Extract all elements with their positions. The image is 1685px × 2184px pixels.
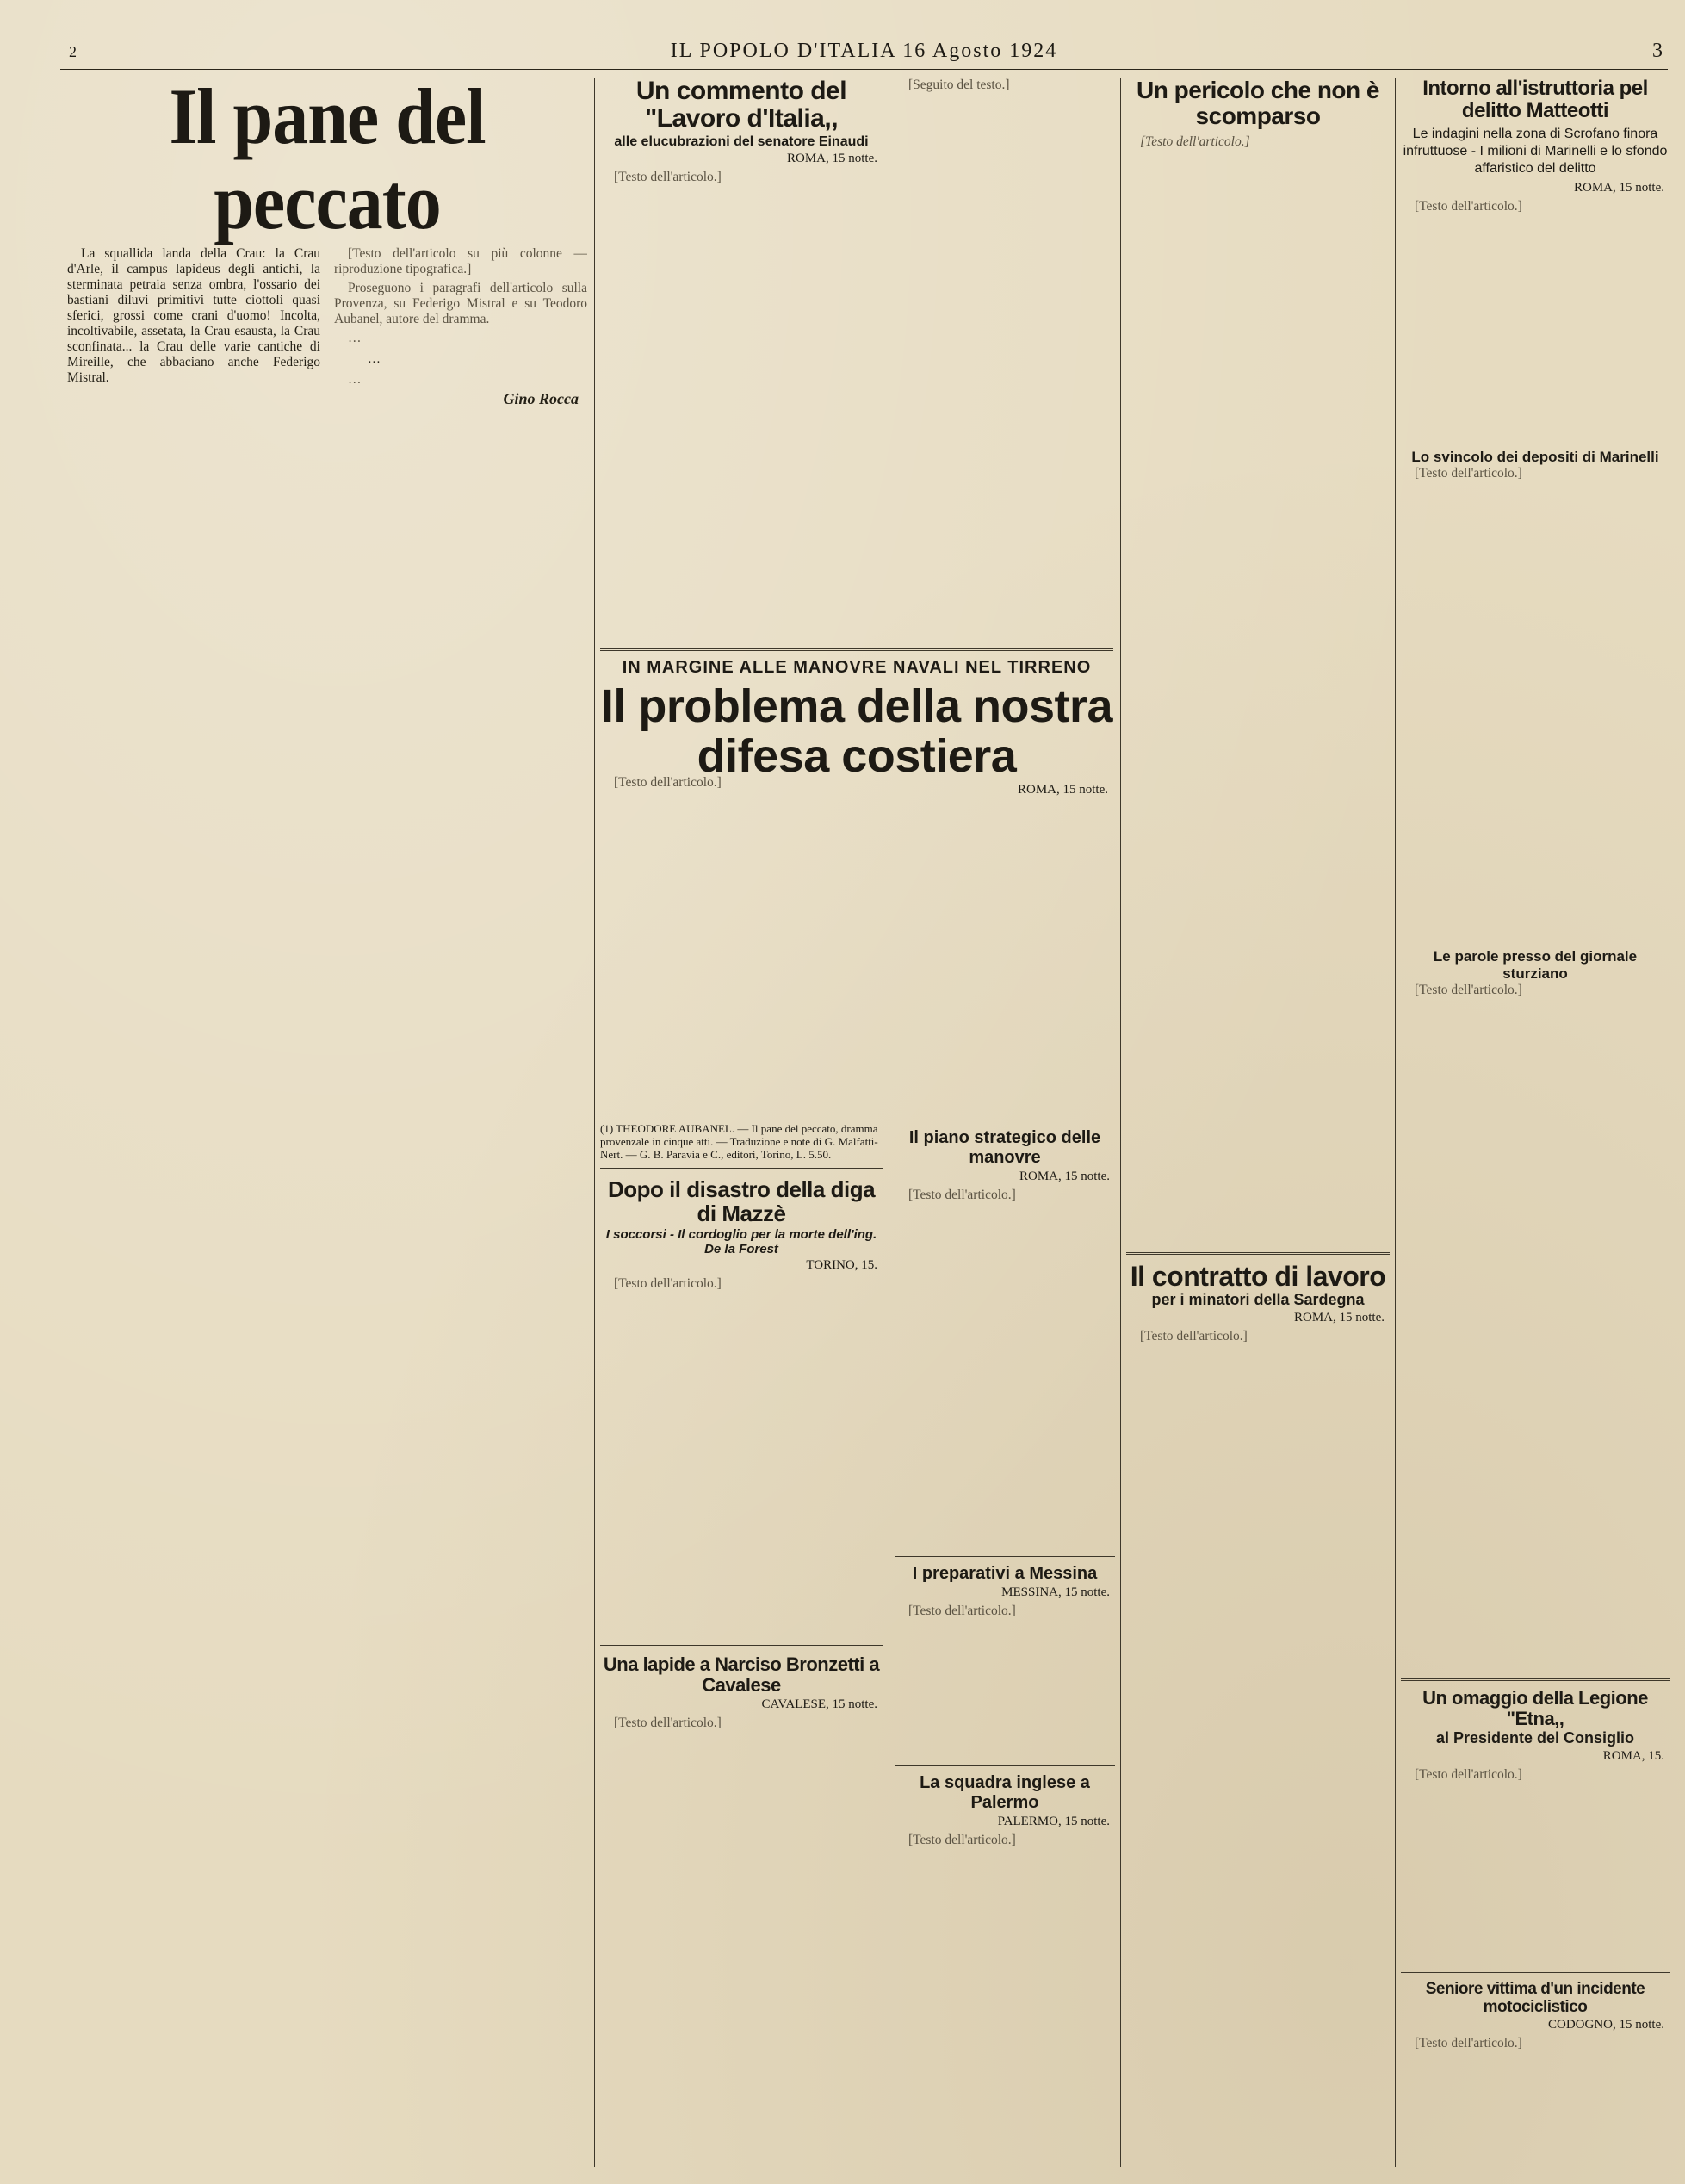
omaggio-headline: Un omaggio della Legione "Etna,, — [1422, 1687, 1648, 1729]
omaggio-dateline: ROMA, 15. — [1602, 1749, 1664, 1763]
center-body: [Testo dell'articolo.] — [614, 775, 722, 790]
column-rule — [1395, 78, 1396, 2167]
column-6 — [1401, 78, 1670, 2167]
feature-article — [67, 78, 587, 2167]
column-5 — [1126, 78, 1390, 2167]
lavoro-headline: Un commento del "Lavoro d'Italia,, — [635, 78, 847, 133]
feature-body: La squallida landa della Crau: la Crau d'Arle, il campus lapideus degli antichi, la sterminata petraia senza ombra, l'ossario dei bastiani diluvi primitivi tutte ciottoli quasi sferici, grossi come crani d'uomo! Incolta, incoltivabile, assetata, la Crau esausta, la Crau sconfinata... la Crau delle varie cantiche di Mireille, che abbaciano anche Federigo Mistral. [Testo dell'articolo su più colonne — riproduzione tipografica.] Proseguono i paragrafi dell'articolo sulla Provenza, su Federigo Mistral e su Teodoro Aubanel, autore del dramma. … … … Gino Rocca — [67, 246, 587, 407]
pericolo-body: [Testo dell'articolo.] — [1140, 134, 1250, 149]
matteotti-dateline: ROMA, 15 notte. — [1574, 181, 1664, 195]
lapide-headline: Una lapide a Narciso Bronzetti a Cavalese — [603, 1654, 880, 1696]
column-4-continuation: [Seguito del testo.] — [908, 78, 1010, 92]
diga-subheadline: I soccorsi - Il cordoglio per la morte dell'ing. De la Forest — [605, 1227, 877, 1256]
feature-lead-paragraph: La squallida landa della Crau: la Crau d'Arle, il campus lapideus degli antichi, la sterminata petraia senza ombra, l'ossario dei bastiani diluvi primitivi tutte ciottoli quasi sferici, grossi come crani d'uomo! Incolta, incoltivabile, assetata, la Crau esausta, la Crau sconfinata... la Crau delle varie cantiche di Mireille, che abbaciano anche Federigo Mistral. — [67, 246, 320, 385]
squadra-body: [Testo dell'articolo.] — [908, 1833, 1016, 1847]
diga-headline: Dopo il disastro della diga di Mazzè — [607, 1176, 876, 1226]
contratto-dateline: ROMA, 15 notte. — [1294, 1311, 1385, 1325]
lapide-dateline: CAVALESE, 15 notte. — [761, 1697, 877, 1711]
seniore-dateline: CODOGNO, 15 notte. — [1548, 2018, 1664, 2032]
lavoro-dateline: ROMA, 15 notte. — [787, 152, 877, 165]
svincolo-headline: Lo svincolo dei depositi di Marinelli — [1411, 449, 1659, 465]
column-rule — [594, 78, 595, 2167]
piano-headline: Il piano strategico delle manovre — [908, 1128, 1101, 1167]
seniore-headline: Seniore vittima d'un incidente motociclistico — [1425, 1980, 1645, 2016]
squadra-headline: La squadra inglese a Palermo — [920, 1773, 1090, 1812]
seniore-body: [Testo dell'articolo.] — [1415, 2036, 1522, 2051]
column-rule — [1120, 78, 1121, 2167]
page-number: 3 — [1652, 40, 1663, 62]
feature-footnote: (1) THEODORE AUBANEL. — Il pane del peccato, dramma provenzale in cinque atti. — Traduzione e note di G. Malfatti-Nert. — G. B. Paravia e C., editori, Torino, L. 5.50. — [600, 1122, 878, 1161]
lavoro-body: [Testo dell'articolo.] — [614, 170, 722, 184]
matteotti-body: [Testo dell'articolo.] — [1415, 199, 1522, 214]
masthead-title: IL POPOLO D'ITALIA 16 Agosto 1924 — [670, 40, 1058, 62]
piano-dateline: ROMA, 15 notte. — [1019, 1170, 1110, 1183]
contratto-subheadline: per i minatori della Sardegna — [1151, 1291, 1365, 1308]
lavoro-subheadline: alle elucubrazioni del senatore Einaudi — [614, 134, 869, 149]
lapide-body: [Testo dell'articolo.] — [614, 1716, 722, 1730]
matteotti-headline: Intorno all'istruttoria pel delitto Matteotti — [1422, 78, 1648, 122]
preparativi-dateline: MESSINA, 15 notte. — [1001, 1585, 1110, 1599]
center-headline: Il problema della nostra difesa costiera — [600, 680, 1113, 782]
masthead-ref: 2 — [69, 43, 77, 60]
pericolo-headline: Un pericolo che non è scomparso — [1137, 78, 1379, 129]
column-4-lower — [895, 1128, 1115, 2167]
diga-dateline: TORINO, 15. — [806, 1258, 877, 1272]
feature-headline: Il pane del peccato — [169, 78, 486, 247]
preparativi-body: [Testo dell'articolo.] — [908, 1604, 1016, 1618]
verse-block: … — [369, 352, 381, 366]
piano-body: [Testo dell'articolo.] — [908, 1188, 1016, 1202]
matteotti-subheadline: Le indagini nella zona di Scrofano finora infruttuose - I milioni di Marinelli e lo sfondo affaristico del delitto — [1403, 127, 1668, 176]
contratto-headline: Il contratto di lavoro — [1130, 1261, 1386, 1292]
diga-body: [Testo dell'articolo.] — [614, 1276, 722, 1291]
squadra-dateline: PALERMO, 15 notte. — [997, 1815, 1110, 1828]
parole-headline: Le parole presso del giornale sturziano — [1433, 948, 1638, 982]
center-kicker: IN MARGINE ALLE MANOVRE NAVALI NEL TIRRENO — [622, 658, 1092, 677]
preparativi-headline: I preparativi a Messina — [912, 1564, 1098, 1583]
omaggio-subheadline: al Presidente del Consiglio — [1435, 1729, 1635, 1747]
parole-body: [Testo dell'articolo.] — [1415, 983, 1522, 997]
omaggio-body: [Testo dell'articolo.] — [1415, 1767, 1522, 1782]
contratto-body: [Testo dell'articolo.] — [1140, 1329, 1248, 1343]
masthead — [60, 34, 1668, 71]
center-dateline: ROMA, 15 notte. — [1018, 783, 1108, 797]
feature-signature: Gino Rocca — [503, 390, 579, 407]
svincolo-body: [Testo dell'articolo.] — [1415, 466, 1522, 481]
